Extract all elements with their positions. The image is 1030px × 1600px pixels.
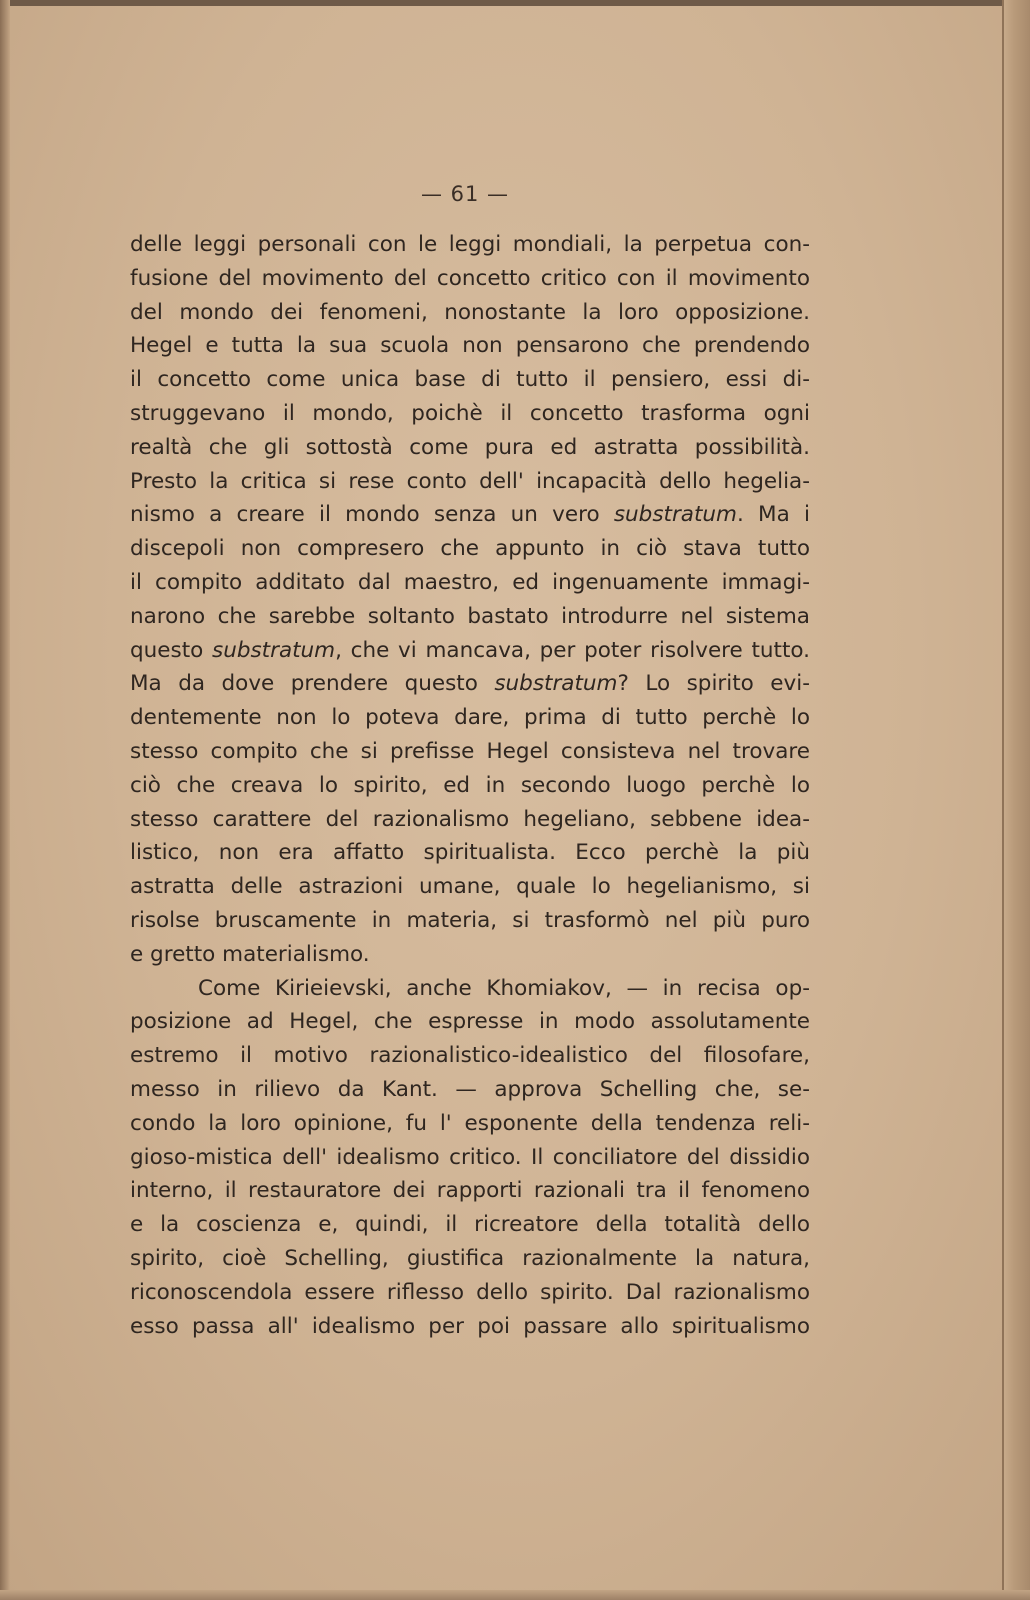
page-right-edge <box>1002 0 1030 1600</box>
text-line: realtà che gli sottostà come pura ed astratta possibilità. <box>130 434 810 460</box>
italic-term: substratum <box>494 671 618 697</box>
text-line: del mondo dei fenomeni, nonostante la loro opposizione. <box>130 299 810 325</box>
text-line: listico, non era affatto spiritualista. Ecco perchè la più <box>130 840 810 866</box>
text-line: condo la loro opinione, fu l' esponente della tendenza reli- <box>130 1110 810 1136</box>
page-top-edge <box>0 0 1030 6</box>
text-line: fusione del movimento del concetto critico con il movimento <box>130 265 810 291</box>
text-segment: questo <box>130 637 212 663</box>
text-line: gioso-mistica dell' idealismo critico. Il conciliatore del dissidio <box>130 1144 810 1170</box>
page-number: — 61 — <box>420 182 510 206</box>
text-line: riconoscendola essere riflesso dello spirito. Dal razionalismo <box>130 1279 810 1305</box>
text-line: e la coscienza e, quindi, il ricreatore della totalità dello <box>130 1212 810 1238</box>
text-line: e gretto materialismo. <box>130 941 370 967</box>
text-line: messo in rilievo da Kant. — approva Schelling che, se- <box>130 1076 810 1102</box>
text-line <box>130 498 810 532</box>
text-line: delle leggi personali con le leggi mondiali, la perpetua con- <box>130 232 810 257</box>
italic-term: substratum <box>212 637 336 663</box>
text-line: estremo il motivo razionalistico-idealistico del filosofare, <box>130 1043 810 1069</box>
text-line: Hegel e tutta la sua scuola non pensarono che prendendo <box>130 333 810 359</box>
text-segment: nismo a creare il mondo senza un vero <box>130 502 614 528</box>
text-line: struggevano il mondo, poichè il concetto trasforma ogni <box>130 400 810 426</box>
text-line: il concetto come unica base di tutto il pensiero, essi di- <box>130 367 810 393</box>
text-line: stesso compito che si prefisse Hegel consisteva nel trovare <box>130 738 810 764</box>
text-line: esso passa all' idealismo per poi passare allo spiritualismo <box>130 1313 810 1339</box>
page-left-edge <box>0 0 10 1600</box>
text-segment: Ma da dove prendere questo <box>130 671 495 697</box>
text-line: narono che sarebbe soltanto bastato introdurre nel sistema <box>130 603 810 629</box>
text-line: astratta delle astrazioni umane, quale lo hegelianismo, si <box>130 874 810 900</box>
text-line <box>130 634 810 668</box>
text-line: stesso carattere del razionalismo hegeliano, sebbene idea- <box>130 806 810 832</box>
text-line: spirito, cioè Schelling, giustifica razionalmente la natura, <box>130 1245 810 1271</box>
page-bottom-edge <box>0 1590 1030 1600</box>
text-line: discepoli non compresero che appunto in ciò stava tutto <box>130 536 810 562</box>
text-segment: ? Lo spirito evi- <box>617 671 810 697</box>
text-line: il compito additato dal maestro, ed ingenuamente immagi- <box>130 569 810 595</box>
text-line: risolse bruscamente in materia, si trasformò nel più puro <box>130 907 810 933</box>
text-line: posizione ad Hegel, che espresse in modo assolutamente <box>130 1009 810 1035</box>
text-segment: , che vi mancava, per poter risolvere tutto. <box>335 637 810 663</box>
text-line: ciò che creava lo spirito, ed in secondo luogo perchè lo <box>130 772 810 798</box>
italic-term: substratum <box>613 502 737 528</box>
text-line: Come Kirieievski, anche Khomiakov, — in recisa op- <box>198 975 810 1001</box>
text-line: Presto la critica si rese conto dell' incapacità dello hegelia- <box>130 468 810 494</box>
text-segment: . Ma i <box>736 502 810 528</box>
text-line: interno, il restauratore dei rapporti razionali tra il fenomeno <box>130 1178 810 1204</box>
text-line: dentemente non lo poteva dare, prima di tutto perchè lo <box>130 705 810 731</box>
text-line <box>130 667 810 701</box>
body-text <box>130 228 810 1343</box>
